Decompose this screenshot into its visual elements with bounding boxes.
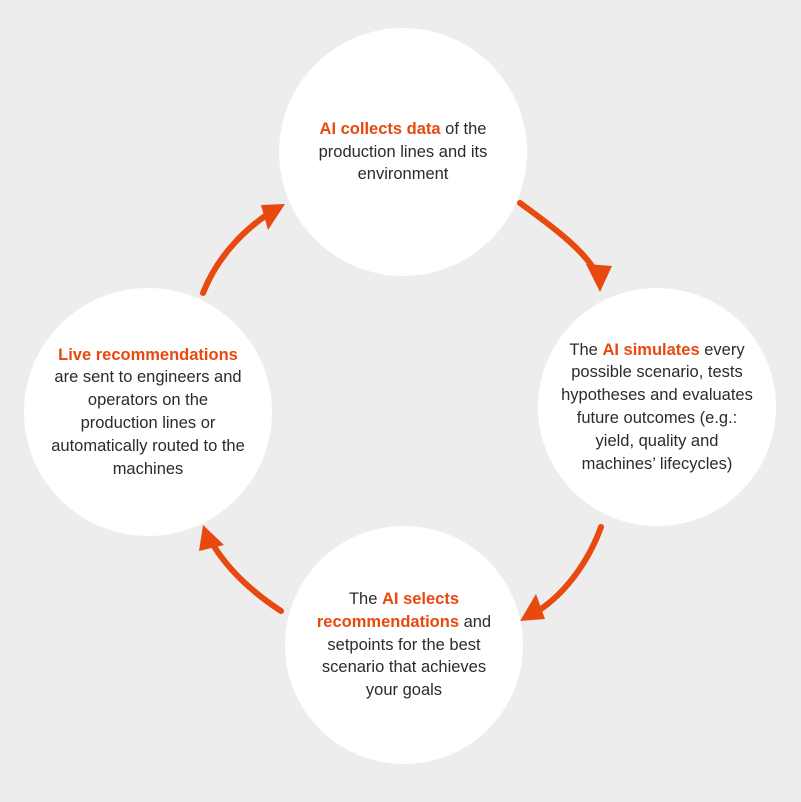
cycle-node-simulate xyxy=(538,288,776,526)
cycle-node-recommend-rest: are sent to engineers and operators on the production lines or automatically routed to the machines xyxy=(51,368,245,478)
cycle-node-select-rest: and setpoints for the best scenario that achieves your goals xyxy=(321,612,492,700)
cycle-node-collect xyxy=(279,28,527,276)
cycle-node-simulate-rest: every possible scenario, tests hypotheses and evaluates future outcomes (e.g.: yield, quality and machines’ lifecycles) xyxy=(561,340,753,473)
cycle-node-recommend-text xyxy=(39,344,257,481)
arrow-right-to-bottom xyxy=(520,527,601,621)
cycle-node-simulate-prefix: The xyxy=(569,340,603,359)
arrow-top-to-right xyxy=(520,203,612,292)
cycle-node-collect-rest: of the production lines and its environment xyxy=(318,119,488,184)
cycle-node-select-text xyxy=(298,588,510,702)
cycle-node-simulate-highlight: AI simulates xyxy=(602,340,700,359)
cycle-node-collect-highlight: AI collects data xyxy=(319,119,441,138)
cycle-node-select-prefix: The xyxy=(348,590,382,609)
arrow-bottom-to-left xyxy=(199,525,281,611)
cycle-node-recommend xyxy=(24,288,272,536)
arrow-left-to-top xyxy=(203,204,285,293)
cycle-node-simulate-text xyxy=(548,339,766,476)
cycle-node-select-highlight: AI selects recommendations xyxy=(316,590,460,631)
cycle-node-collect-text xyxy=(298,118,508,186)
cycle-node-recommend-highlight: Live recommendations xyxy=(58,345,238,364)
cycle-node-select xyxy=(285,526,523,764)
